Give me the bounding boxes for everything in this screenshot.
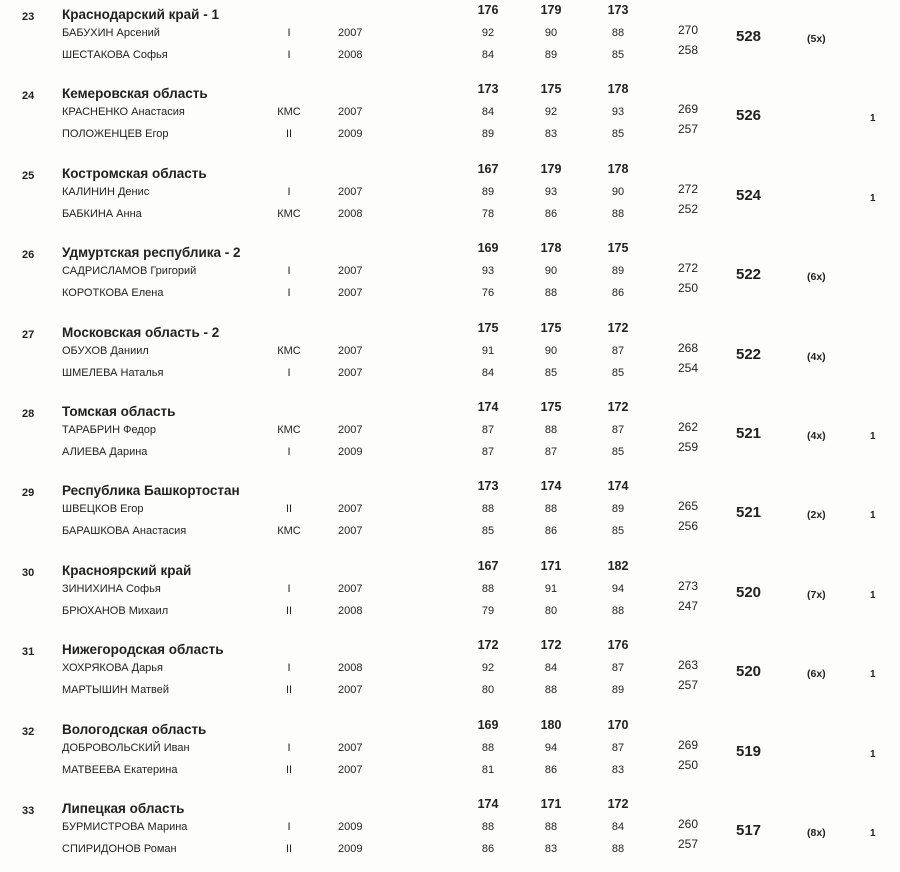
series-total: 174 (607, 479, 629, 494)
athlete-name: АЛИЕВА Дарина (62, 446, 148, 458)
series-total: 172 (607, 400, 629, 414)
series-score: 87 (481, 424, 495, 436)
athlete-total: 268 (677, 340, 699, 355)
athlete-name: ХОХРЯКОВА Дарья (62, 662, 163, 675)
athlete-name: ОБУХОВ Даниил (62, 344, 149, 357)
athlete-birth-year: 2007 (338, 424, 363, 436)
athlete-name: ШВЕЦКОВ Егор (62, 503, 144, 516)
athlete-birth-year: 2007 (338, 366, 363, 379)
athlete-name: БАБУХИН Арсений (62, 27, 160, 39)
series-score: 88 (544, 503, 558, 516)
athlete-total: 252 (677, 201, 699, 216)
inner-tens-count: (4x) (807, 430, 826, 442)
inner-tens-count: (7x) (807, 588, 826, 601)
athlete-total: 257 (677, 122, 699, 137)
athlete-birth-year: 2007 (338, 582, 363, 595)
athlete-rank: I (287, 265, 291, 278)
team-name: Московская область - 2 (62, 324, 220, 340)
team-name: Томская область (62, 404, 176, 419)
team-name: Липецкая область (62, 801, 185, 816)
athlete-total: 258 (677, 43, 699, 57)
series-score: 76 (481, 287, 495, 300)
team-place: 33 (22, 805, 35, 817)
athlete-total: 273 (677, 578, 699, 593)
series-score: 84 (481, 106, 495, 119)
series-total: 175 (540, 320, 562, 335)
series-score: 89 (611, 684, 625, 697)
series-score: 85 (611, 366, 625, 379)
team-total: 519 (736, 742, 762, 760)
team-block (0, 0, 900, 78)
athlete-rank: I (287, 185, 291, 198)
series-score: 87 (611, 344, 625, 357)
series-score: 88 (611, 207, 625, 220)
team-name: Кемеровская область (62, 86, 208, 102)
extra-mark: 1 (870, 589, 876, 601)
series-score: 87 (611, 424, 625, 436)
athlete-birth-year: 2007 (338, 265, 363, 278)
athlete-rank: I (287, 741, 291, 754)
team-total: 526 (736, 107, 762, 125)
team-total: 521 (736, 504, 762, 522)
series-score: 88 (544, 424, 558, 436)
athlete-birth-year: 2009 (338, 446, 363, 458)
series-score: 81 (481, 763, 495, 776)
inner-tens-count: (8x) (807, 827, 826, 839)
athlete-rank: I (287, 582, 291, 595)
team-total: 520 (736, 583, 762, 601)
athlete-birth-year: 2009 (338, 128, 363, 141)
athlete-birth-year: 2007 (338, 185, 363, 198)
series-total: 167 (477, 161, 499, 176)
series-score: 80 (481, 684, 495, 697)
athlete-birth-year: 2007 (338, 763, 363, 776)
athlete-birth-year: 2007 (338, 684, 363, 697)
series-total: 173 (477, 479, 499, 494)
series-score: 93 (481, 265, 495, 278)
team-place: 29 (22, 487, 35, 500)
series-total: 174 (540, 479, 562, 494)
athlete-birth-year: 2007 (338, 525, 363, 538)
team-place: 30 (22, 566, 35, 579)
series-score: 84 (611, 821, 625, 833)
athlete-name: ШМЕЛЕВА Наталья (62, 366, 164, 379)
athlete-name: КОРОТКОВА Елена (62, 287, 164, 300)
athlete-total: 269 (677, 737, 699, 752)
series-total: 180 (540, 717, 562, 732)
series-total: 172 (477, 638, 499, 653)
extra-mark: 1 (870, 669, 876, 681)
series-score: 83 (611, 763, 625, 776)
athlete-birth-year: 2007 (338, 106, 363, 119)
series-total: 176 (477, 3, 499, 17)
series-score: 83 (544, 843, 558, 855)
series-score: 88 (611, 843, 625, 855)
series-score: 89 (611, 503, 625, 516)
inner-tens-count: (2x) (807, 509, 826, 522)
series-total: 171 (540, 797, 562, 811)
athlete-rank: II (285, 763, 293, 776)
series-score: 84 (481, 49, 495, 61)
team-place: 23 (22, 11, 35, 23)
team-place: 24 (22, 90, 35, 103)
athlete-birth-year: 2008 (338, 49, 363, 61)
inner-tens-count: (6x) (807, 271, 826, 284)
team-place: 26 (22, 249, 35, 262)
series-score: 83 (544, 128, 558, 141)
athlete-name: БАРАШКОВА Анастасия (62, 525, 187, 538)
athlete-rank: II (285, 503, 293, 516)
athlete-rank: I (287, 662, 291, 675)
series-total: 173 (607, 3, 629, 17)
series-score: 91 (544, 582, 558, 595)
team-place: 28 (22, 408, 35, 420)
athlete-name: ЗИНИХИНА Софья (62, 582, 161, 595)
series-score: 87 (481, 446, 495, 458)
athlete-birth-year: 2008 (338, 662, 363, 675)
series-score: 85 (544, 366, 558, 379)
series-total: 171 (540, 558, 562, 573)
series-total: 167 (477, 558, 499, 573)
athlete-rank: I (287, 27, 291, 39)
series-score: 90 (544, 344, 558, 357)
athlete-birth-year: 2007 (338, 344, 363, 357)
series-score: 80 (544, 604, 558, 617)
series-score: 85 (611, 525, 625, 538)
athlete-birth-year: 2008 (338, 207, 363, 220)
team-name: Костромская область (62, 165, 207, 181)
team-name: Вологодская область (62, 721, 207, 737)
athlete-total: 247 (677, 598, 699, 613)
series-total: 179 (540, 3, 562, 17)
team-total: 520 (736, 663, 762, 681)
team-place: 31 (22, 646, 35, 659)
series-total: 169 (477, 717, 499, 732)
athlete-name: КАЛИНИН Денис (62, 185, 150, 198)
series-score: 90 (544, 265, 558, 278)
series-total: 178 (607, 161, 629, 176)
series-score: 92 (481, 662, 495, 675)
athlete-birth-year: 2007 (338, 741, 363, 754)
inner-tens-count: (6x) (807, 668, 826, 681)
extra-mark: 1 (870, 113, 876, 125)
athlete-total: 269 (677, 102, 699, 117)
series-score: 88 (611, 604, 625, 617)
series-score: 85 (611, 446, 625, 458)
athlete-total: 257 (677, 678, 699, 693)
series-score: 93 (544, 185, 558, 198)
series-score: 85 (611, 128, 625, 141)
athlete-birth-year: 2007 (338, 503, 363, 516)
inner-tens-count: (4x) (807, 350, 826, 363)
athlete-name: МАРТЫШИН Матвей (62, 684, 169, 697)
series-total: 172 (607, 320, 629, 335)
series-score: 84 (481, 366, 495, 379)
athlete-rank: II (285, 604, 293, 617)
series-score: 89 (544, 49, 558, 61)
series-total: 175 (477, 320, 499, 335)
series-total: 169 (477, 241, 499, 256)
athlete-name: БУРМИСТРОВА Марина (62, 821, 188, 833)
series-score: 88 (544, 684, 558, 697)
series-score: 90 (611, 185, 625, 198)
series-score: 87 (611, 741, 625, 754)
team-total: 524 (736, 186, 762, 204)
series-score: 85 (481, 525, 495, 538)
athlete-rank: I (287, 366, 291, 379)
series-total: 172 (607, 797, 629, 811)
team-place: 27 (22, 328, 35, 341)
team-block (0, 318, 900, 396)
athlete-total: 265 (677, 499, 699, 514)
athlete-name: ДОБРОВОЛЬСКИЙ Иван (62, 741, 190, 754)
series-total: 178 (540, 241, 562, 256)
series-score: 86 (544, 525, 558, 538)
team-block (0, 635, 900, 713)
series-score: 86 (544, 763, 558, 776)
athlete-total: 272 (677, 181, 699, 196)
athlete-name: ТАРАБРИН Федор (62, 424, 156, 436)
extra-mark: 1 (870, 510, 876, 522)
series-score: 79 (481, 604, 495, 617)
athlete-rank: I (287, 49, 291, 61)
athlete-total: 260 (677, 817, 699, 831)
athlete-total: 250 (677, 281, 699, 296)
series-score: 92 (544, 106, 558, 119)
team-place: 32 (22, 725, 35, 738)
series-score: 84 (544, 662, 558, 675)
athlete-name: МАТВЕЕВА Екатерина (62, 763, 178, 776)
series-score: 86 (611, 287, 625, 300)
series-score: 86 (544, 207, 558, 220)
athlete-rank: I (287, 821, 291, 833)
series-total: 170 (607, 717, 629, 732)
athlete-total: 263 (677, 658, 699, 673)
inner-tens-count: (5x) (807, 33, 826, 45)
athlete-rank: I (287, 287, 291, 300)
extra-mark: 1 (870, 431, 876, 442)
athlete-total: 262 (677, 420, 699, 434)
series-total: 182 (607, 558, 629, 573)
athlete-name: СПИРИДОНОВ Роман (62, 843, 177, 855)
team-block (0, 556, 900, 634)
athlete-total: 254 (677, 360, 699, 375)
series-score: 89 (481, 185, 495, 198)
athlete-total: 259 (677, 440, 699, 454)
team-total: 522 (736, 266, 762, 284)
series-total: 176 (607, 638, 629, 653)
athlete-name: ПОЛОЖЕНЦЕВ Егор (62, 128, 169, 141)
team-total: 522 (736, 345, 762, 363)
athlete-rank: КМС (277, 424, 301, 436)
athlete-total: 256 (677, 519, 699, 534)
athlete-total: 257 (677, 837, 699, 851)
series-total: 174 (477, 797, 499, 811)
team-block (0, 397, 900, 475)
series-total: 179 (540, 161, 562, 176)
series-total: 173 (477, 82, 499, 97)
series-total: 175 (607, 241, 629, 256)
team-block (0, 794, 900, 872)
series-total: 178 (607, 82, 629, 97)
team-block (0, 238, 900, 316)
athlete-rank: КМС (277, 207, 301, 220)
athlete-rank: I (287, 446, 291, 458)
athlete-rank: КМС (277, 525, 301, 538)
athlete-name: БАБКИНА Анна (62, 207, 142, 220)
athlete-name: ШЕСТАКОВА Софья (62, 49, 168, 61)
athlete-total: 272 (677, 261, 699, 276)
series-score: 92 (481, 27, 495, 39)
series-score: 88 (481, 582, 495, 595)
athlete-rank: II (285, 684, 293, 697)
team-name: Нижегородская область (62, 642, 224, 658)
athlete-total: 270 (677, 23, 699, 37)
series-score: 89 (611, 265, 625, 278)
extra-mark: 1 (870, 828, 876, 839)
team-place: 25 (22, 169, 35, 182)
team-total: 528 (736, 28, 762, 45)
series-score: 88 (481, 821, 495, 833)
athlete-name: САДРИСЛАМОВ Григорий (62, 265, 197, 278)
series-score: 88 (544, 821, 558, 833)
series-score: 87 (544, 446, 558, 458)
athlete-birth-year: 2007 (338, 287, 363, 300)
team-name: Республика Башкортостан (62, 483, 240, 499)
series-score: 87 (611, 662, 625, 675)
series-score: 91 (481, 344, 495, 357)
series-score: 94 (611, 582, 625, 595)
series-total: 175 (540, 400, 562, 414)
extra-mark: 1 (870, 192, 876, 204)
team-block (0, 476, 900, 554)
series-score: 89 (481, 128, 495, 141)
extra-mark: 1 (870, 748, 876, 760)
athlete-rank: II (285, 128, 293, 141)
team-block (0, 159, 900, 237)
series-score: 88 (544, 287, 558, 300)
series-score: 88 (611, 27, 625, 39)
athlete-birth-year: 2007 (338, 27, 363, 39)
team-total: 517 (736, 822, 762, 839)
series-score: 93 (611, 106, 625, 119)
series-score: 88 (481, 503, 495, 516)
series-score: 88 (481, 741, 495, 754)
series-score: 85 (611, 49, 625, 61)
team-total: 521 (736, 425, 762, 442)
series-score: 94 (544, 741, 558, 754)
athlete-total: 250 (677, 757, 699, 772)
athlete-rank: II (285, 843, 293, 855)
team-name: Удмуртская республика - 2 (62, 245, 241, 261)
team-name: Красноярский край (62, 562, 192, 578)
athlete-birth-year: 2009 (338, 843, 363, 855)
athlete-birth-year: 2009 (338, 821, 363, 833)
team-block (0, 715, 900, 793)
series-score: 90 (544, 27, 558, 39)
series-total: 174 (477, 400, 499, 414)
athlete-name: КРАСНЕНКО Анастасия (62, 106, 185, 119)
series-score: 78 (481, 207, 495, 220)
team-block (0, 79, 900, 157)
athlete-birth-year: 2008 (338, 604, 363, 617)
athlete-rank: КМС (277, 344, 301, 357)
series-total: 172 (540, 638, 562, 653)
team-name: Краснодарский край - 1 (62, 7, 219, 22)
athlete-rank: КМС (277, 106, 301, 119)
series-score: 86 (481, 843, 495, 855)
athlete-name: БРЮХАНОВ Михаил (62, 604, 169, 617)
series-total: 175 (540, 82, 562, 97)
